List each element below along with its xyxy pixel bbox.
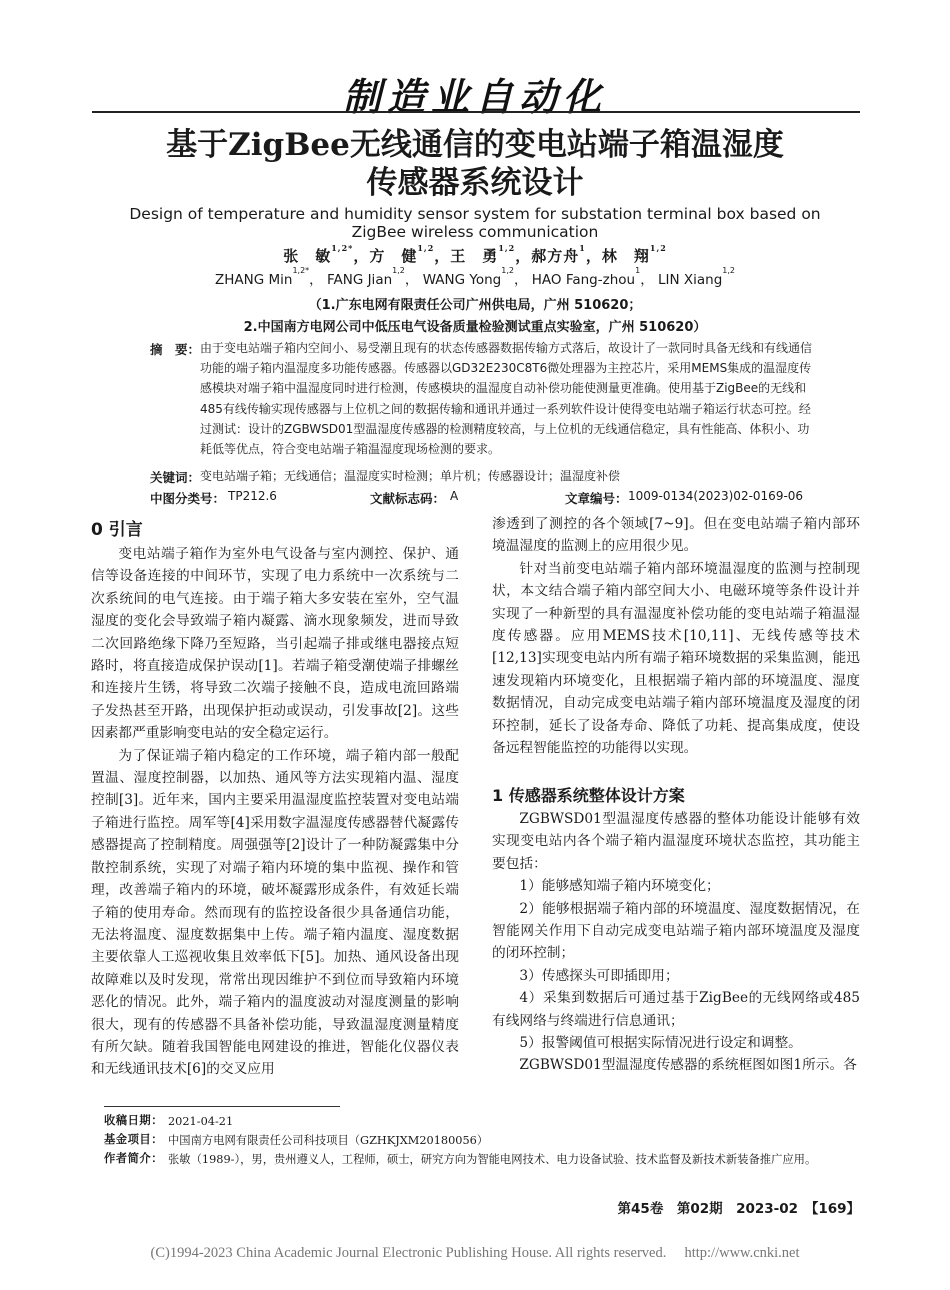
affiliation-2: 2.中国南方电网公司中低压电气设备质量检验测试重点实验室，广州 510620） (243, 320, 707, 335)
document-code: A (450, 489, 459, 503)
author-name: WANG Yong (422, 272, 502, 288)
author-affiliation-marker: 1,2* (292, 266, 310, 275)
author-bio: 张敏（1989-），男，贵州遵义人，工程师，硕士，研究方向为智能电网技术、电力设备试验、技术监督及新技术新装备推广应用。 (168, 1153, 817, 1166)
keywords-label: 关键词： (150, 470, 201, 485)
paragraph: 针对当前变电站端子箱内部环境温湿度的监测与控制现状，本文结合端子箱内部空间大小、电磁环境等条件设计并实现了一种新型的具有温湿度补偿功能的变电站端子箱温湿度传感器。应用MEMS技术[10,11]、无线传感等技术[12,13]实现变电站内所有端子箱环境数据的采集监测，能迅速发现箱内环境变化，且根据端子箱内部的环境温度、湿度数据情况，自动完成变电站端子箱内部环境温度及湿度的闭环控制，延长了设备寿命、降低了功耗、提高集成度，使设备远程智能监控的功能得以实现。 (492, 560, 860, 757)
page-footer-info: 第45卷 第02期 2023-02 【169】 (617, 1201, 860, 1217)
author-affiliation-marker: 1,2 (417, 243, 435, 253)
abstract-text: 由于变电站端子箱内空间小、易受潮且现有的状态传感器数据传输方式落后，故设计了一款同时具备无线和有线通信功能的端子箱内温湿度多功能传感器。传感器以GD32E230C8T6微处理器为主控芯片，采用MEMS集成的温湿度传感模块对端子箱中温湿度同时进行检测，传感模块的温湿度自动补偿功能使测量更准确。使用基于ZigBee的无线和485有线传输实现传感器与上位机之间的数据传输和通讯并通过一系列软件设计使得变电站端子箱运行状态可控。经过测试：设计的ZGBWSD01型温湿度传感器的检测精度较高，与上位机的无线通信稳定，具有性能高、体积小、功耗低等优点，符合变电站端子箱温湿度现场检测的要求。 (200, 341, 813, 457)
clc-number: TP212.6 (228, 489, 277, 503)
author-affiliation-marker: 1 (635, 266, 641, 275)
article-number: 1009-0134(2023)02-0169-06 (628, 489, 804, 503)
author-name: ZHANG Min (214, 272, 293, 288)
author-affiliation-marker: 1,2 (649, 243, 667, 253)
author-name: 张 敏 (283, 247, 332, 265)
clc-label: 中图分类号： (150, 491, 226, 506)
header-rule (92, 111, 860, 113)
paragraph: ZGBWSD01型温湿度传感器的整体功能设计能够有效实现变电站内各个端子箱内温湿度环境状态监控，其功能主要包括： (492, 811, 860, 872)
author-name: LIN Xiang (657, 272, 723, 288)
author-bio-label: 作者简介： (104, 1152, 163, 1165)
author-affiliation-marker: 1,2* (331, 243, 354, 253)
author-name: 王 勇 (450, 247, 499, 265)
paragraph: ZGBWSD01型温湿度传感器的系统框图如图1所示。各 (519, 1057, 857, 1074)
list-item: 3）传感探头可即插即用； (519, 967, 679, 984)
author-affiliation-marker: 1,2 (392, 266, 405, 275)
list-item: 4）采集到数据后可通过基于ZigBee的无线网络或485有线网络与终端进行信息通讯； (492, 990, 860, 1029)
author-name: 林 翔 (601, 247, 650, 265)
author-affiliation-marker: 1,2 (722, 266, 736, 275)
list-item: 5）报警阈值可根据实际情况进行设定和调整。 (519, 1035, 802, 1052)
list-item: 2）能够根据端子箱内部的环境温度、湿度数据情况，在智能网关作用下自动完成变电站端子箱内部环境温度及湿度的闭环控制； (492, 900, 860, 962)
right-column-top (492, 513, 860, 759)
fund-project: 中国南方电网有限责任公司科技项目（GZHKJXM20180056） (168, 1134, 489, 1147)
affiliation-1: （1.广东电网有限责任公司广州供电局，广州 510620； (308, 298, 642, 313)
section-heading-design: 1 传感器系统整体设计方案 (492, 786, 685, 805)
authors-chinese: 张 敏$^{1,2*}$，方 健$^{1,2}$，王 勇$^{1,2}$，郝方舟$^1$，林 翔$^{1,2}$ (283, 243, 667, 265)
title-line-2: 传感器系统设计 (366, 165, 584, 201)
title-line-1: 基于ZigBee无线通信的变电站端子箱温湿度 (166, 127, 784, 163)
author-affiliation-marker: 1,2 (501, 266, 514, 275)
author-name: HAO Fang-zhou (531, 272, 636, 288)
right-column-bottom (492, 808, 860, 1077)
paragraph: 为了保证端子箱内稳定的工作环境，端子箱内部一般配置温、湿度控制器，以加热、通风等方法实现箱内温、湿度控制[3]。近年来，国内主要采用温湿度监控装置对变电站端子箱进行监控。周军等[4]采用数字温湿度传感器替代凝露传感器提高了控制精度。周强强等[2]设计了一种防凝露集中分散控制系统，实现了对端子箱内环境的集中监视、操作和管理，改善端子箱内的环境，破坏凝露形成条件，有效延长端子箱的使用寿命。然而现有的监控设备很少具备通信功能，无法将温度、湿度数据集中上传。端子箱内温度、湿度数据主要依靠人工巡视收集且效率低下[5]。加热、通风设备出现故障难以及时发现，常常出现因维护不到位而导致箱内环境恶化的情况。此外，端子箱内的温度波动对湿度测量的影响很大，现有的传感器不具备补偿功能，导致温湿度测量精度有所欠缺。随着我国智能电网建设的推进，智能化仪器仪表和无线通讯技术[6]的交叉应用 (91, 747, 459, 1078)
left-column (91, 543, 459, 1081)
authors-english: ZHANG Min$^{1,2*}$， FANG Jian$^{1,2}$， WANG Yong$^{1,2}$， HAO Fang-zhou$^1$， LIN Xiang$^{1,2}$ (214, 266, 736, 288)
author-affiliation-marker: 1,2 (498, 243, 516, 253)
paragraph: 渗透到了测控的各个领域[7~9]。但在变电站端子箱内部环境温湿度的监测上的应用很少见。 (492, 516, 860, 555)
fund-label: 基金项目： (104, 1133, 163, 1146)
paragraph: 变电站端子箱作为室外电气设备与室内测控、保护、通信等设备连接的中间环节，实现了电力系统中一次系统与二次系统间的电气连接。由于端子箱大多安装在室外，空气温湿度的变化会导致端子箱内凝露、滴水现象频发，进而导致二次回路绝缘下降乃至短路，当引起端子排或继电器接点短路时，将直接造成保护误动[1]。若端子箱受潮使端子排螺丝和连接片生锈，将导致二次端子接触不良，造成电流回路端子发热甚至开路，出现保护拒动或误动，引发事故[2]。这些因素都严重影响变电站的安全稳定运行。 (91, 546, 459, 742)
keywords-text: 变电站端子箱；无线通信；温湿度实时检测；单片机；传感器设计；温湿度补偿 (200, 469, 621, 483)
received-date: 2021-04-21 (168, 1115, 234, 1128)
author-name: 郝方舟 (531, 247, 580, 265)
copyright-notice: (C)1994-2023 China Academic Journal Electronic Publishing House. All rights reserved. http://www.cnki.net (150, 1245, 800, 1261)
journal-masthead: 制造业自动化 (342, 74, 607, 119)
author-name: FANG Jian (326, 272, 393, 288)
title-english: Design of temperature and humidity sensor system for substation terminal box based on ZigBee wireless communication (129, 205, 821, 241)
abstract-label: 摘 要： (150, 342, 201, 357)
author-affiliation-marker: 1 (579, 243, 586, 253)
section-heading-introduction: 0 引言 (91, 520, 143, 540)
document-code-label: 文献标志码： (370, 491, 446, 506)
list-item: 1）能够感知端子箱内环境变化； (519, 878, 720, 895)
article-number-label: 文章编号： (565, 491, 628, 506)
author-name: 方 健 (369, 247, 418, 265)
footnote-rule (104, 1106, 340, 1107)
received-date-label: 收稿日期： (104, 1114, 163, 1127)
